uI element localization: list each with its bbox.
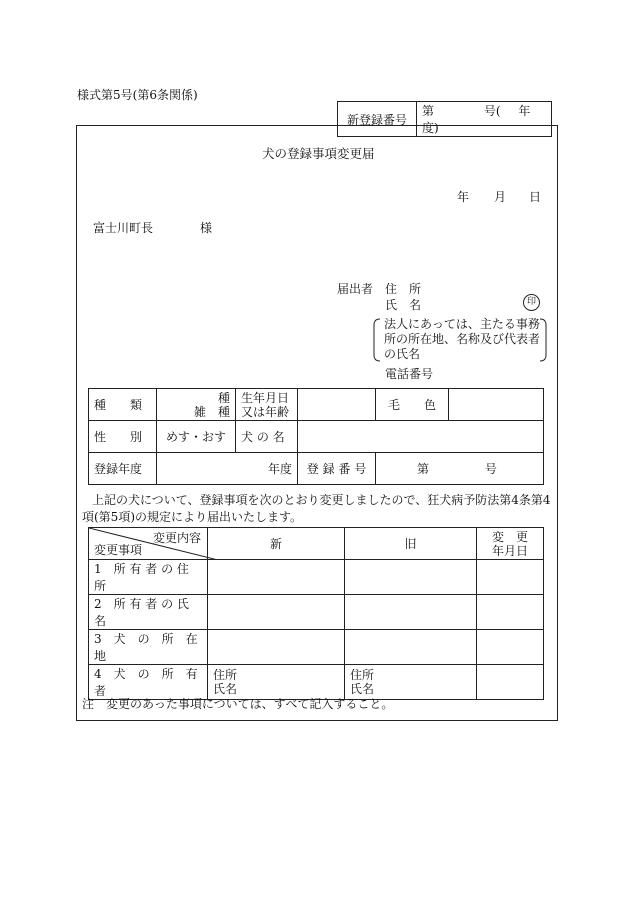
addressee-name: 富士川町長 — [93, 221, 154, 235]
reg-number-value[interactable] — [376, 453, 544, 485]
row-owner-name-new[interactable] — [208, 595, 345, 630]
new-shimei: 氏名 — [213, 682, 238, 696]
coat-color-value[interactable] — [449, 389, 544, 421]
reg-go: 号( — [483, 104, 501, 118]
row-owner-address-date[interactable] — [477, 560, 544, 595]
old-header: 旧 — [345, 528, 477, 560]
statement-line-2: 項(第5項)の規定により届出いたします。 — [82, 510, 303, 524]
row-owner-address-new[interactable] — [208, 560, 345, 595]
form-title: 犬の登録事項変更届 — [262, 146, 375, 161]
reg-label: 新登録番号 — [338, 102, 417, 137]
reg-number-dai: 第 — [417, 462, 430, 476]
sex-value[interactable]: めす・おす — [157, 421, 236, 453]
diag-bottom-label: 変更事項 — [94, 543, 143, 557]
breed-shu: 種 — [217, 390, 230, 405]
date-day: 日 — [529, 190, 542, 204]
sex-label: 性 別 — [89, 421, 157, 453]
addressee-sama: 様 — [200, 221, 213, 235]
row-dog-location-date[interactable] — [477, 630, 544, 665]
breed-zasshu: 雑 種 — [193, 404, 230, 419]
dog-info-table — [88, 388, 544, 485]
row-owner-address-old[interactable] — [345, 560, 477, 595]
applicant-name-label[interactable]: 氏 名 — [385, 298, 422, 312]
reg-number-go: 号 — [484, 462, 497, 476]
statement-line-1: 上記の犬について、登録事項を次のとおり変更しましたので、狂犬病予防法第4条第4 — [92, 493, 551, 507]
row-owner-address: 1 所 有 者 の 住 所 — [89, 560, 208, 595]
change-date-line-1: 変 更 — [491, 529, 528, 544]
diagonal-header — [89, 528, 208, 560]
new-jusho: 住所 — [213, 668, 238, 682]
dog-name-value[interactable] — [298, 421, 544, 453]
change-date-header — [477, 528, 544, 560]
reg-dai: 第 — [422, 104, 435, 118]
row-owner-name-old[interactable] — [345, 595, 477, 630]
applicant-address-label[interactable]: 住 所 — [385, 282, 422, 296]
form-number-label: 様式第5号(第6条関係) — [77, 88, 198, 102]
corp-note-line-2: 所の所在地、名称及び代表者 — [384, 332, 541, 346]
reg-number-label: 登 録 番 号 — [298, 453, 376, 485]
reg-nendo: 年度) — [422, 104, 531, 135]
applicant-phone-label[interactable]: 電話番号 — [385, 367, 434, 381]
footnote: 注 変更のあった事項については、すべて記入すること。 — [82, 697, 394, 711]
new-header: 新 — [208, 528, 345, 560]
row-owner-name-date[interactable] — [477, 595, 544, 630]
old-shimei: 氏名 — [350, 682, 375, 696]
row-dog-location-old[interactable] — [345, 630, 477, 665]
dog-name-label: 犬 の 名 — [236, 421, 298, 453]
breed-cell[interactable] — [157, 389, 236, 421]
diag-top-label: 変更内容 — [152, 531, 201, 545]
row-dog-location: 3 犬 の 所 在 地 — [89, 630, 208, 665]
applicant-label: 届出者 — [337, 282, 374, 296]
row-dog-owner: 4 犬 の 所 有 者 — [89, 665, 208, 700]
seal-icon: 印 — [523, 294, 540, 311]
old-jusho: 住所 — [350, 668, 375, 682]
row-dog-location-new[interactable] — [208, 630, 345, 665]
change-date-line-2: 年月日 — [491, 543, 528, 558]
reg-year-value[interactable]: 年度 — [157, 453, 298, 485]
corp-note-line-3: の氏名 — [384, 347, 421, 361]
birth-line-2: 又は年齢 — [241, 404, 290, 419]
breed-label: 種 類 — [89, 389, 157, 421]
date-month: 月 — [494, 190, 507, 204]
birth-label — [236, 389, 298, 421]
row-owner-name: 2 所 有 者 の 氏 名 — [89, 595, 208, 630]
row-dog-owner-date[interactable] — [477, 665, 544, 700]
birth-line-1: 生年月日 — [241, 390, 290, 405]
corp-note-line-1: 法人にあっては、主たる事務 — [384, 317, 540, 331]
corporation-note — [372, 317, 548, 363]
reg-year-label: 登録年度 — [89, 453, 157, 485]
date-year: 年 — [457, 190, 470, 204]
change-table — [88, 527, 544, 700]
birth-value[interactable] — [298, 389, 376, 421]
coat-color-label: 毛 色 — [376, 389, 449, 421]
